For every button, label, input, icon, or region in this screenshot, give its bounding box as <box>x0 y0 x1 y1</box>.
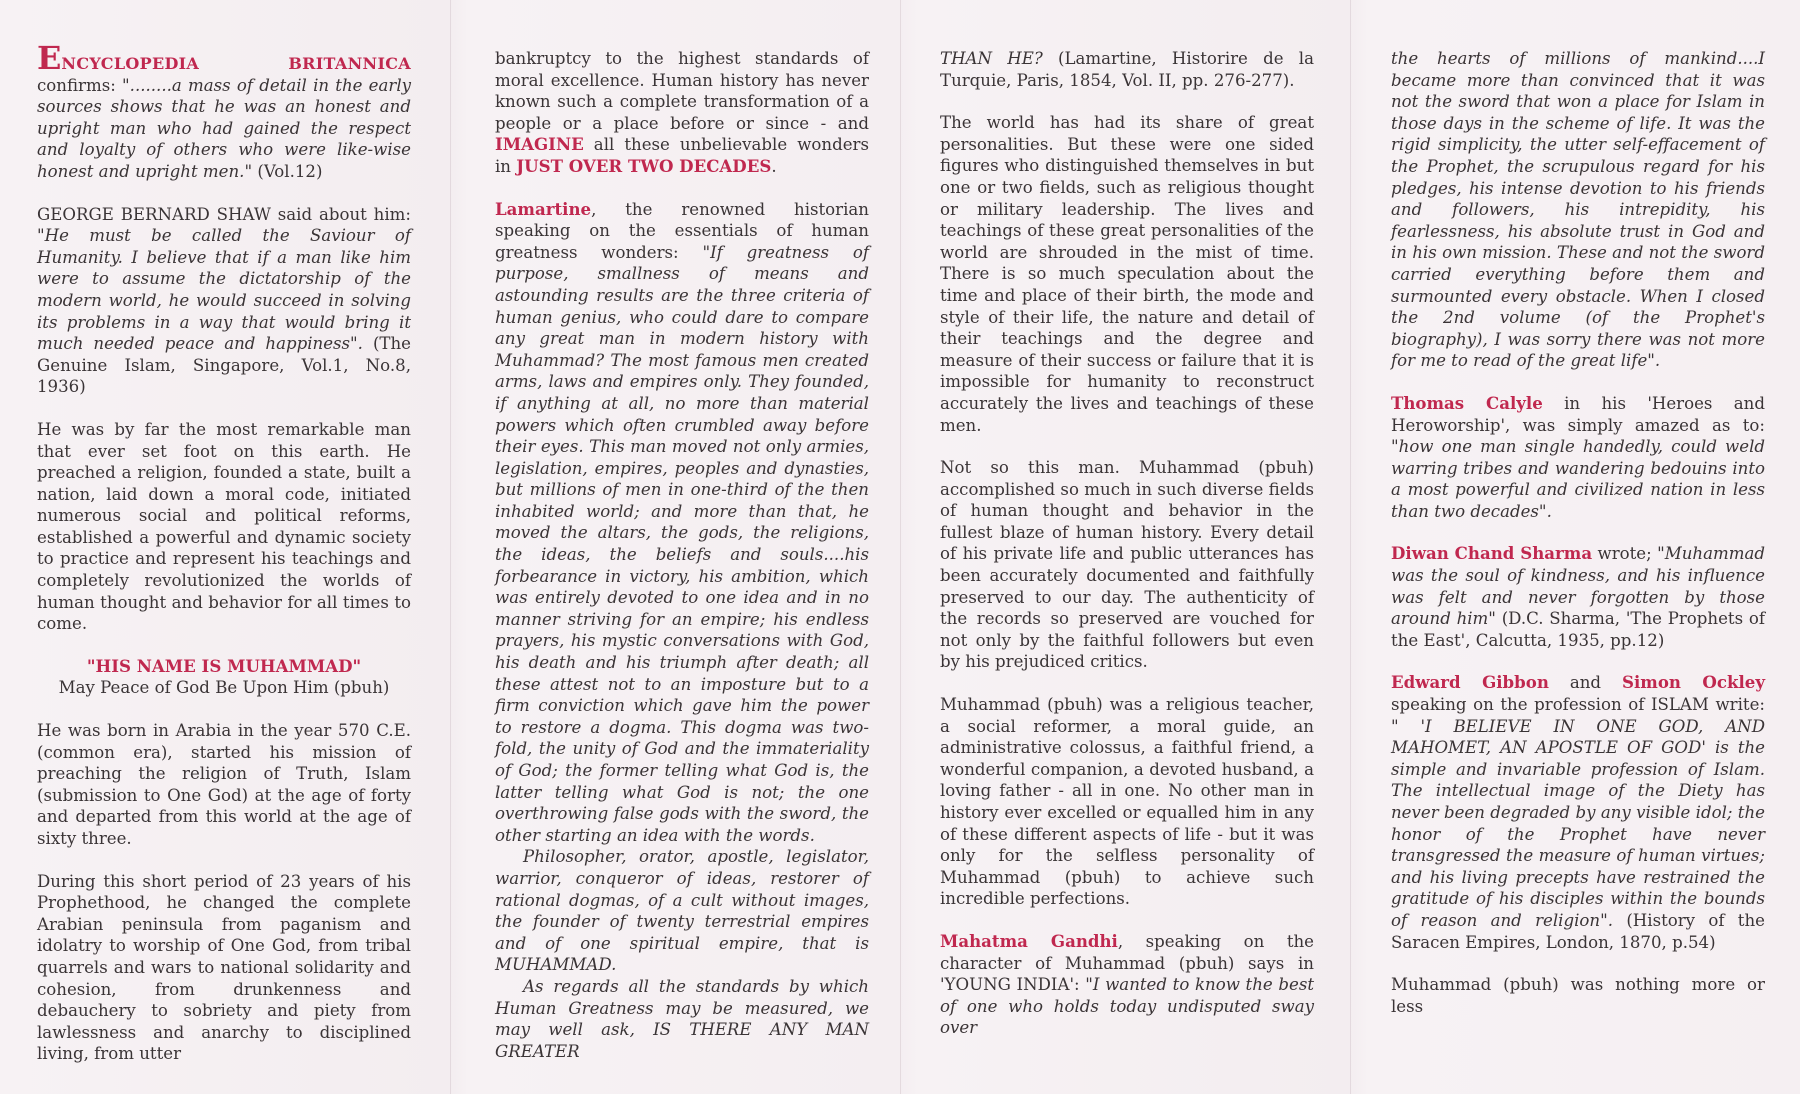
name-heading: "HIS NAME IS MUHAMMAD" <box>86 655 362 676</box>
philosopher-paragraph: Philosopher, orator, apostle, legislator, warrior, conqueror of ideas, restorer of rational dogmas, of a cult without images, the founder of twenty terrestrial empires and of one spiritual empire, that is MUHAMMAD. <box>495 847 869 975</box>
gibbon-name: Edward Gibbon <box>1391 672 1549 693</box>
name-subheading: May Peace of God Be Upon Him (pbuh) <box>58 678 390 698</box>
britannica-quote: "........a mass of detail in the early sources shows that he was an honest and upright man who had gained the respect and loyalty of others who were like-wise honest and upright men." <box>37 75 412 181</box>
britannica-paragraph: ENCYCLOPEDIA BRITANNICA confirms: "........a mass of detail in the early sources shows that he was an honest and upright man who had gained the respect and loyalty of others who were like-wise honest and upright men." (Vol.12) <box>37 39 412 181</box>
closing-paragraph: Muhammad (pbuh) was nothing more or less <box>1391 975 1765 1016</box>
lamartine-quote: "If greatness of purpose, smallness of means and astounding results are the three criteria of human genius, who could dare to compare any great man in modern history with Muhammad? The most famous men created arms, laws and empires only. They founded, if anything at all, no more than material powers which often crumbled away before their eyes. This man moved not only armies, legislation, empires, peoples and dynasties, but millions of men in one-third of the then inhabited world; and more than that, he moved the altars, the gods, the religions, the ideas, the beliefs and souls....his forbearance in victory, his ambition, which was entirely devoted to one idea and in no manner striving for an empire; his endless prayers, his mystic conversations with God, his death and his triumph after death; all these attest not to an imposture but to a firm conviction which gave him the power to restore a dogma. This dogma was two-fold, the unity of God and the immateriality of God; the former telling what God is, the latter telling what God is not; the one overthrowing false gods with the sword, the other starting an idea with the words. <box>495 242 869 845</box>
gandhi-paragraph: Mahatma Gandhi, speaking on the character of Muhammad (pbuh) says in 'YOUNG INDIA': "I wanted to know the best of one who holds today undisputed sway over <box>940 930 1315 1038</box>
sharma-paragraph: Diwan Chand Sharma wrote; "Muhammad was the soul of kindness, and his influence was felt and never forgotten by those around him" (D.C. Sharma, 'The Prophets of the East', Calcutta, 1935, pp.12) <box>1391 543 1765 650</box>
gandhi-name: Mahatma Gandhi <box>940 930 1118 951</box>
gibbon-ockley-paragraph: Edward Gibbon and Simon Ockley speaking on the profession of ISLAM write: " 'I BELIEVE IN ONE GOD, AND MAHOMET, AN APOSTLE OF GOD' is the simple and invariable profession of Islam. The intellectual image of the Diety has never been degraded by any visible idol; the honor of the Prophet have never transgressed the measure of human virtues; and his living precepts have restrained the gratitude of his disciples within the bounds of reason and religion". (History of the Saracen Empires, London, 1870, p.54) <box>1391 672 1765 952</box>
ockley-name: Simon Ockley <box>1621 672 1765 693</box>
britannica-heading: NCYCLOPEDIA BRITANNICA <box>61 54 411 73</box>
fold-line <box>1350 0 1351 1094</box>
calyle-paragraph: Thomas Calyle in his 'Heroes and Heroworship', was simply amazed as to: "how one man single handedly, could weld warring tribes and wandering bedouins into a most powerful and civilized nation in less than two decades". <box>1391 392 1765 521</box>
birth-paragraph: He was born in Arabia in the year 570 C.E. (common era), started his mission of preaching the religion of Truth, Islam (submission to One God) at the age of forty and departed from this world at the age of sixty three. <box>37 721 411 848</box>
lamartine-name: Lamartine <box>495 198 592 219</box>
column-2 <box>495 48 869 1083</box>
column-1 <box>37 39 412 1086</box>
column-4 <box>1391 48 1765 1038</box>
prophethood-paragraph: During this short period of 23 years of his Prophethood, he changed the complete Arabian peninsula from paganism and idolatry to worship of One God, from tribal quarrels and wars to national solidarity and cohesion, from drunkenness and debauchery to sobriety and piety from lawlessness and anarchy to disciplined living, from utter <box>37 871 411 1064</box>
lamartine-paragraph: Lamartine, the renowned historian speaking on the essentials of human greatness wonders: "If greatness of purpose, smallness of means and astounding results are the three criteria of human genius, who could dare to compare any great man in modern history with Muhammad? The most famous men created arms, laws and empires only. They founded, if anything at all, no more than material powers which often crumbled away before their eyes. This man moved not only armies, legislation, empires, peoples and dynasties, but millions of men in one-third of the then inhabited world; and more than that, he moved the altars, the gods, the religions, the ideas, the beliefs and souls....his forbearance in victory, his ambition, which was entirely devoted to one idea and in no manner striving for an empire; his endless prayers, his mystic conversations with God, his death and his triumph after death; all these attest not to an imposture but to a firm conviction which gave him the power to restore a dogma. This dogma was two-fold, the unity of God and the immateriality of God; the former telling what God is, the latter telling what God is not; the one overthrowing false gods with the sword, the other starting an idea with the words. <box>495 198 869 845</box>
greatness-paragraph: As regards all the standards by which Human Greatness may be measured, we may well ask, IS THERE ANY MAN GREATER <box>495 976 869 1061</box>
shaw-paragraph: GEORGE BERNARD SHAW said about him: "He must be called the Saviour of Humanity. I believe that if a man like him were to assume the dictatorship of the modern world, he would succeed in solving its problems in a way that would bring it much needed peace and happiness". (The Genuine Islam, Singapore, Vol.1, No.8, 1936) <box>37 204 412 397</box>
transformation-paragraph: bankruptcy to the highest standards of moral excellence. Human history has never known such a complete transformation of a people or a place before or since - and IMAGINE all these unbelievable wonders in JUST OVER TWO DECADES. <box>495 49 869 176</box>
remarkable-man-paragraph: He was by far the most remarkable man that ever set foot on this earth. He preached a religion, founded a state, built a nation, laid down a moral code, initiated numerous social and political reforms, established a powerful and dynamic society to practice and represent his teachings and completely revolutionized the worlds of human thought and behavior for all times to come. <box>37 419 411 634</box>
lamartine-citation: THAN HE? (Lamartine, Historire de la Turquie, Paris, 1854, Vol. II, pp. 276-277). <box>940 49 1314 90</box>
shaw-quote: "He must be called the Saviour of Humanity. I believe that if a man like him were to assume the dictatorship of the modern world, he would succeed in solving its problems in a way that would bring it much needed peace and happiness". <box>37 226 411 354</box>
not-so-paragraph: Not so this man. Muhammad (pbuh) accomplished so much in such diverse fields of human thought and behavior in the fullest blaze of human history. Every detail of his private life and public utterances has been accurately documented and faithfully preserved to our day. The authenticity of the records so preserved are vouched for not only by the faithful followers but even by his prejudiced critics. <box>940 458 1314 672</box>
drop-cap: E <box>37 39 62 77</box>
fold-line <box>900 0 901 1094</box>
teacher-paragraph: Muhammad (pbuh) was a religious teacher, a social reformer, a moral guide, an administrative colossus, a faithful friend, a wonderful companion, a devoted husband, a loving father - all in one. No other man in history ever excelled or equalled him in any of these different aspects of life - but it was only for the selfless personality of Muhammad (pbuh) to achieve such incredible perfections. <box>940 695 1314 909</box>
fold-line <box>450 0 451 1094</box>
calyle-name: Thomas Calyle <box>1391 392 1543 413</box>
column-3 <box>940 48 1314 1060</box>
gandhi-quote-continued: the hearts of millions of mankind....I became more than convinced that it was not the sword that won a place for Islam in those days in the scheme of life. It was the rigid simplicity, the utter self-effacement of the Prophet, the scrupulous regard for his pledges, his intense devotion to his friends and followers, his intrepidity, his fearlessness, his absolute trust in God and in his own mission. These and not the sword carried everything before them and surmounted every obstacle. When I closed the 2nd volume (of the Prophet's biography), I was sorry there was not more for me to read of the great life". <box>1391 49 1765 371</box>
sharma-name: Diwan Chand Sharma <box>1391 543 1593 564</box>
personalities-paragraph: The world has had its share of great personalities. But these were one sided figures who distinguished themselves in but one or two fields, such as religious thought or military leadership. The lives and teachings of these great personalities of the world are shrouded in the mist of time. There is so much speculation about the time and place of their birth, the mode and style of their life, the nature and detail of their teachings and the degree and measure of their success or failure that it is impossible for humanity to reconstruct accurately the lives and teachings of these men. <box>940 113 1314 435</box>
